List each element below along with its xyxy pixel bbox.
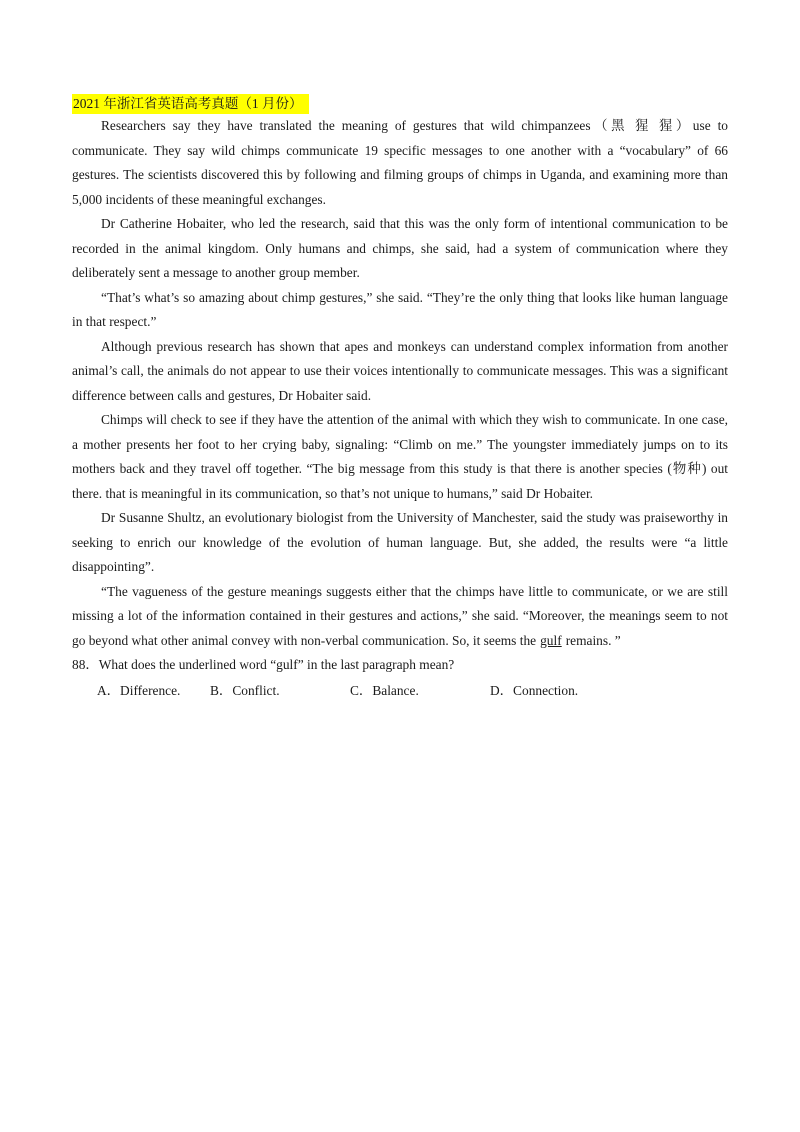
paragraph-3: “That’s what’s so amazing about chimp gestures,” she said. “They’re the only thing that looks like human language in that respect.” <box>72 289 728 329</box>
option-d: D．Connection. <box>490 682 579 698</box>
paragraph-2: Dr Catherine Hobaiter, who led the research, said that this was the only form of intentional communication to be recorded in the animal kingdom. Only humans and chimps, she said, had a system of communication where they deliberately sent a message to another group member. <box>72 216 728 280</box>
option-b: B．Conflict. <box>210 682 280 698</box>
paragraph-4: Although previous research has shown that apes and monkeys can understand complex information from another animal’s call, the animals do not appear to use their voices intentionally to communicate messages. This was a significant difference between calls and gestures, Dr Hobaiter said. <box>72 338 728 403</box>
answer-options <box>97 679 728 704</box>
question-88: 88．What does the underlined word “gulf” in the last paragraph mean? <box>72 657 455 672</box>
paragraph-6: Dr Susanne Shultz, an evolutionary biologist from the University of Manchester, said the study was praiseworthy in seeking to enrich our knowledge of the evolution of human language. But, she added, the results were “a little disappointing”. <box>72 510 728 574</box>
paragraph-7-text: “The vagueness of the gesture meanings suggests either that the chimps have little to communicate, or we are still missing a lot of the information contained in their gestures and actions,” she said. “Moreover, the meanings seem to not go beyond what other animal convey with non-verbal communication. So, it seems the <box>72 583 728 648</box>
option-a: A．Difference. <box>97 682 181 698</box>
underlined-word: gulf <box>540 632 562 648</box>
paragraph-5: Chimps will check to see if they have the attention of the animal with which they wish to communicate. In one case, a mother presents her foot to her crying baby, signaling: “Climb on me.” The youngster immediately jumps on to its mothers back and they travel off together. “The big message from this study is that there is another species (物种) out there. that is meaningful in its communication, so that’s not unique to humans,” said Dr Hobaiter. <box>72 412 728 501</box>
option-c: C．Balance. <box>350 682 419 698</box>
paragraph-7-end: remains. ” <box>565 632 621 648</box>
document-page <box>72 94 728 703</box>
paragraph-7 <box>72 580 728 654</box>
paragraph-1: Researchers say they have translated the meaning of gestures that wild chimpanzees（黑 猩 猩）use to communicate. They say wild chimps communicate 19 specific messages to one another with a “vocabulary” of 66 gestures. The scientists discovered this by following and filming groups of chimps in Uganda, and examining more than 5,000 incidents of these meaningful exchanges. <box>72 118 728 207</box>
exam-title: 2021 年浙江省英语高考真题（1 月份） <box>72 94 309 114</box>
